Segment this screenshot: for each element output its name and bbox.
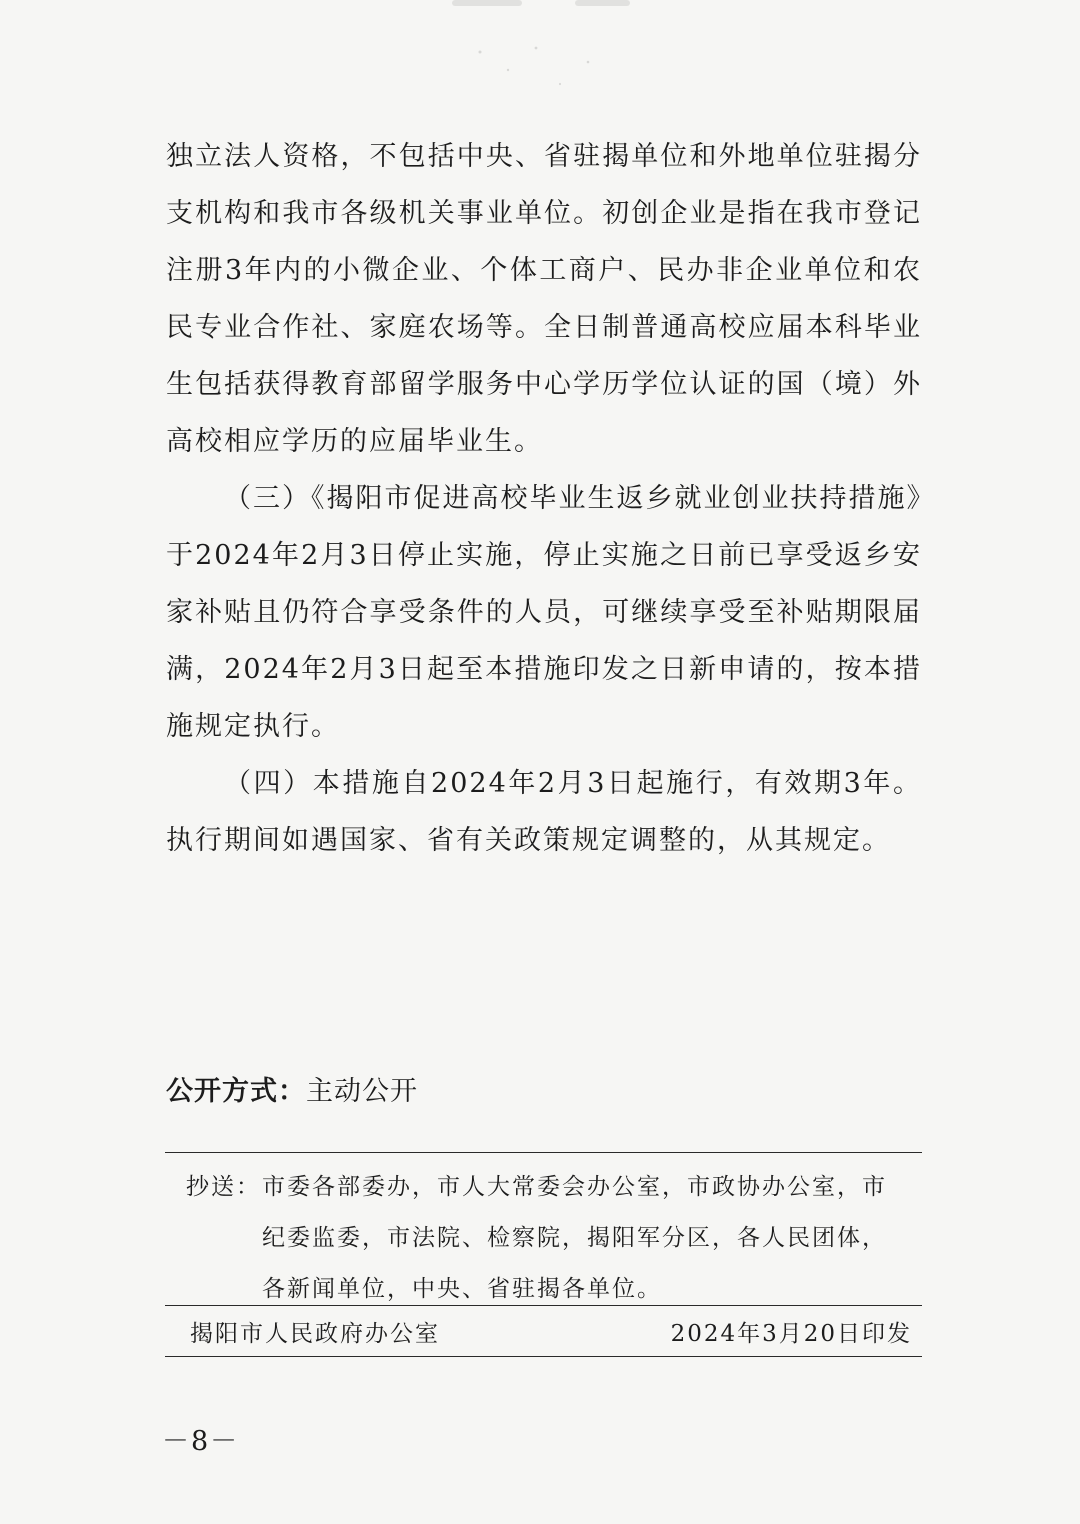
paragraph-continuation: 独立法人资格，不包括中央、省驻揭单位和外地单位驻揭分支机构和我市各级机关事业单位。初创企业是指在我市登记注册3年内的小微企业、个体工商户、民办非企业单位和农民专业合作社、家庭农场等。全日制普通高校应届本科毕业生包括获得教育部留学服务中心学历学位认证的国（境）外高校相应学历的应届毕业生。 xyxy=(166,141,922,457)
divider-bottom xyxy=(165,1356,922,1357)
cc-label: 抄送： xyxy=(186,1174,261,1200)
body-text xyxy=(166,128,922,869)
divider-top xyxy=(165,1152,922,1153)
scan-specks xyxy=(470,40,610,100)
disclosure-label: 公开方式： xyxy=(166,1076,306,1107)
divider-middle xyxy=(165,1305,922,1306)
disclosure-method xyxy=(166,1070,418,1114)
disclosure-value: 主动公开 xyxy=(306,1076,418,1107)
bleed-through-mark xyxy=(452,0,522,6)
bleed-through-mark xyxy=(575,0,630,6)
cc-recipients: 市委各部委办，市人大常委会办公室，市政协办公室，市纪委监委，市法院、检察院，揭阳军分区，各人民团体，各新闻单位，中央、省驻揭各单位。 xyxy=(262,1174,887,1302)
page-number: －8－ xyxy=(162,1426,240,1457)
paragraph-item-4: （四）本措施自2024年2月3日起施行，有效期3年。执行期间如遇国家、省有关政策规定调整的，从其规定。 xyxy=(166,768,922,856)
cc-block xyxy=(186,1162,908,1315)
issue-date: 2024年3月20日印发 xyxy=(670,1321,912,1347)
issuing-office: 揭阳市人民政府办公室 xyxy=(190,1321,440,1347)
paragraph-item-3: （三）《揭阳市促进高校毕业生返乡就业创业扶持措施》于2024年2月3日停止实施，停止实施之日前已享受返乡安家补贴且仍符合享受条件的人员，可继续享受至补贴期限届满，2024年2月3日起至本措施印发之日新申请的，按本措施规定执行。 xyxy=(166,483,922,742)
